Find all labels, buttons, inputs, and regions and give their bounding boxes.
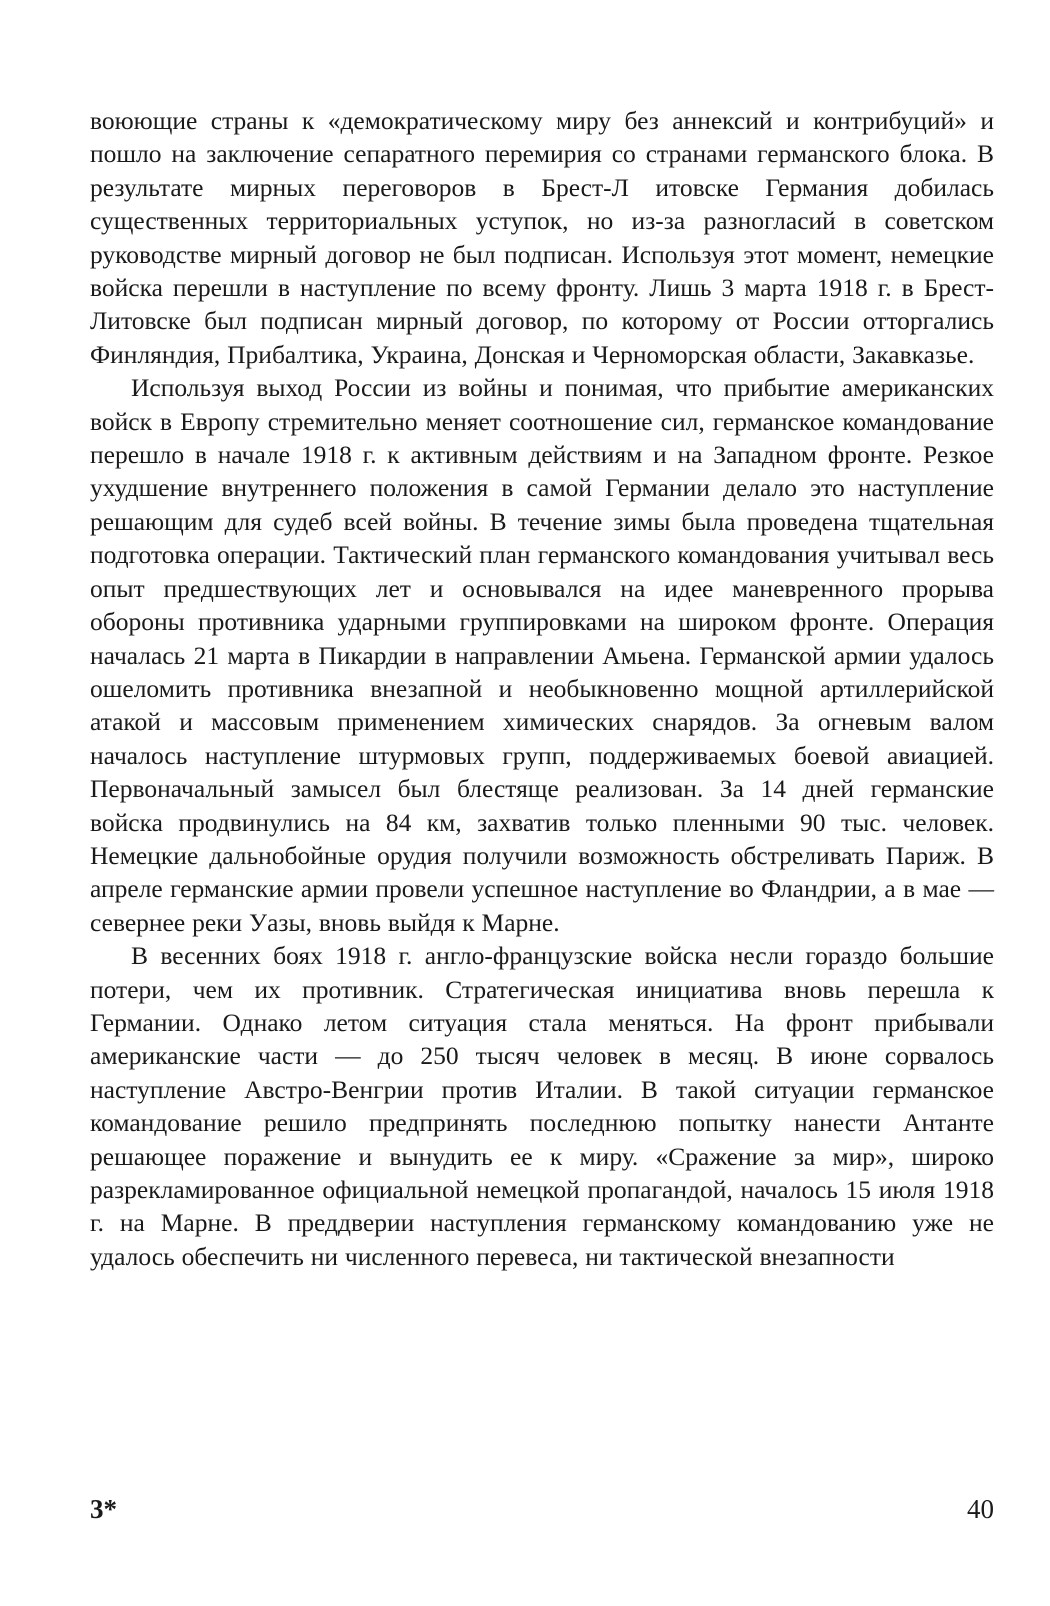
paragraph-continuation: воюющие страны к «демократическому миру без аннексий и контрибуций» и пошло на заключение сепаратного перемирия со странами германского блока. В результате мирных переговоров в Брест-Л итовске Германия добилась существенных территориальных уступок, но из-за разногласий в советском руководстве мирный договор не был подписан. Используя этот момент, немецкие войска перешли в наступление по всему фронту. Лишь 3 марта 1918 г. в Брест-Литовске был подписан мирный договор, по которому от России отторгались Финляндия, Прибалтика, Украина, Донская и Черноморская области, Закавказье.: [90, 106, 994, 369]
signature-mark: 3*: [90, 1494, 117, 1524]
page-number: 40: [967, 1494, 994, 1524]
paragraph-german-offensive: Используя выход России из войны и понимая, что прибытие американских войск в Европу стремительно меняет соотношение сил, германское командование перешло в начале 1918 г. к активным действиям и на Западном фронте. Резкое ухудшение внутреннего положения в самой Германии делало это наступление решающим для судеб всей войны. В течение зимы была проведена тщательная подготовка операции. Тактический план германского командования учитывал весь опыт предшествующих лет и основывался на идее маневренного прорыва обороны противника ударными группировками на широком фронте. Операция началась 21 марта в Пикардии в направлении Амьена. Германской армии удалось ошеломить противника внезапной и необыкновенно мощной артиллерийской атакой и массовым применением химических снарядов. За огневым валом началось наступление штурмовых групп, поддерживаемых боевой авиацией. Первоначальный замысел был блестяще реализован. За 14 дней германские войска продвинулись на 84 км, захватив только пленными 90 тыс. человек. Немецкие дальнобойные орудия получили возможность обстреливать Париж. В апреле германские армии провели успешное наступление во Фландрии, а в мае — севернее реки Уазы, вновь выйдя к Марне.: [90, 373, 994, 937]
page-body: [90, 104, 994, 1273]
paragraph-spring-battles: В весенних боях 1918 г. англо-французские войска несли гораздо большие потери, чем их противник. Стратегическая инициатива вновь перешла к Германии. Однако летом ситуация стала меняться. На фронт прибывали американские части — до 250 тысяч человек в месяц. В июне сорвалось наступление Австро-Венгрии против Италии. В такой ситуации германское командование решило предпринять последнюю попытку нанести Антанте решающее поражение и вынудить ее к миру. «Сражение за мир», широко разрекламированное официальной немецкой пропагандой, началось 15 июля 1918 г. на Марне. В преддверии наступления германскому командованию уже не удалось обеспечить ни численного перевеса, ни тактической внезапности: [90, 941, 994, 1271]
